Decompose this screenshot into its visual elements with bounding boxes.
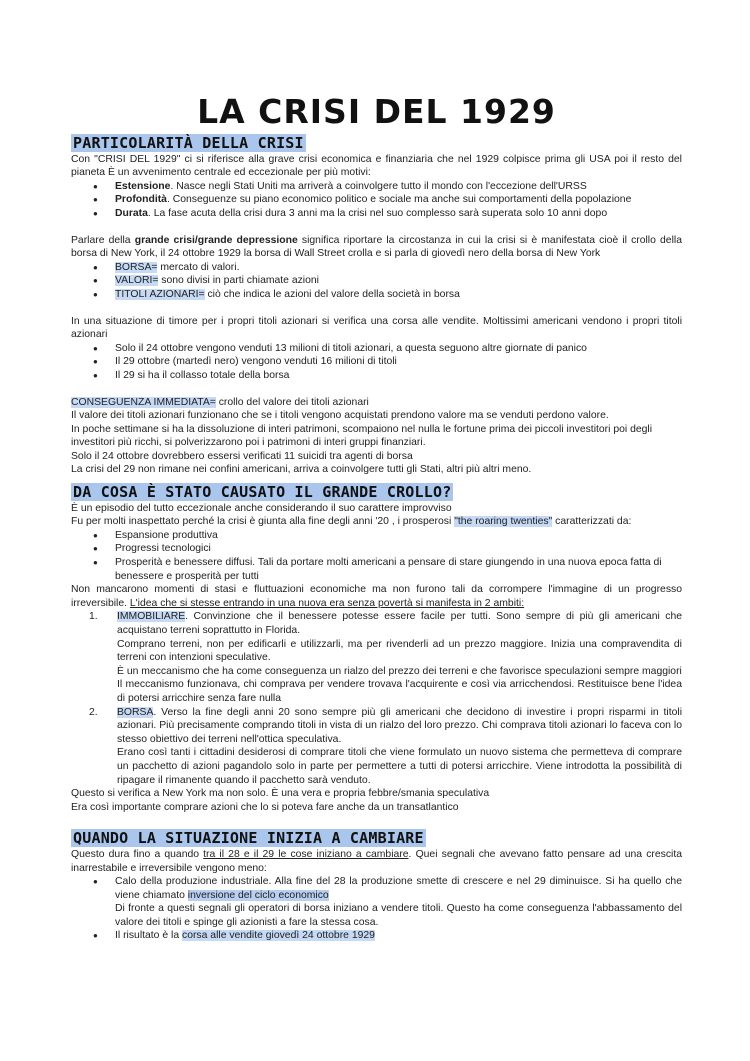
text: Questo dura fino a quando bbox=[71, 848, 204, 860]
section-cambiamento bbox=[71, 827, 682, 943]
list-item: ● Solo il 24 ottobre vengono venduti 13 milioni di titoli azionari, a questa seguono altre giornate di panico bbox=[93, 342, 682, 356]
list-item bbox=[93, 875, 682, 929]
highlighted-term: CONSEGUENZA IMMEDIATA= bbox=[71, 396, 216, 408]
text: Il risultato è la bbox=[115, 930, 182, 942]
paragraph bbox=[71, 583, 682, 610]
list-item: ● Il 29 si ha il collasso totale della borsa bbox=[93, 369, 682, 383]
page-title: LA CRISI DEL 1929 bbox=[197, 92, 556, 131]
highlighted-term: IMMOBILIARE bbox=[117, 611, 186, 623]
underlined-text: tra il 28 e il 29 le cose iniziano a cambiare bbox=[203, 848, 409, 860]
item-text: . Conseguenze su piano economico politico e sociale ma anche sui comportamenti della popolazione bbox=[166, 194, 632, 206]
section-heading: QUANDO LA SITUAZIONE INIZIA A CAMBIARE bbox=[73, 829, 424, 848]
item-text: sono divisi in parti chiamate azioni bbox=[158, 275, 319, 287]
item-text: ciò che indica le azioni del valore della società in borsa bbox=[204, 288, 460, 300]
item-number: 2. bbox=[89, 706, 98, 718]
list-item bbox=[93, 261, 682, 275]
paragraph: Erano così tanti i cittadini desiderosi di comprare titoli che viene formulato un nuovo sistema che permetteva di comprare un pacchetto di azioni pagandolo solo in parte per permettere a tutti di potersi arricchire. Viene introdotta la possibilità di ripagare il rimanente quando il pacchetto sarà venduto. bbox=[117, 747, 682, 786]
list-item bbox=[93, 274, 682, 288]
section-particolarita bbox=[71, 132, 682, 477]
list-item: ● Prosperità e benessere diffusi. Tali da portare molti americani a pensare di stare giungendo in una nuova epoca fatta di benessere e prosperità per tutti bbox=[93, 556, 682, 583]
item-text: mercato di valori. bbox=[157, 261, 240, 273]
bullet-list bbox=[71, 529, 682, 583]
paragraph: Era così importante comprare azioni che lo si poteva fare anche da un transatlantico bbox=[71, 801, 459, 813]
list-item bbox=[93, 288, 682, 302]
highlighted-term: corsa alle vendite giovedì 24 ottobre 1929 bbox=[182, 930, 375, 942]
item-text: . Nasce negli Stati Uniti ma arriverà a coinvolgere tutto il mondo con l'eccezione dell'URSS bbox=[170, 180, 587, 192]
highlighted-term: TITOLI AZIONARI= bbox=[115, 288, 205, 300]
bullet-list bbox=[71, 180, 682, 221]
paragraph: È un meccanismo che ha come conseguenza un rialzo del prezzo dei terreni e che favorisce speculazioni sempre maggiori bbox=[117, 665, 682, 677]
paragraph: In una situazione di timore per i propri titoli azionari si verifica una corsa alle vendite. Moltissimi americani vendono i propri titoli azionari bbox=[71, 315, 682, 341]
list-item: ● Progressi tecnologici bbox=[93, 542, 682, 556]
paragraph bbox=[71, 234, 682, 261]
term: Durata bbox=[115, 207, 148, 219]
paragraph: Solo il 24 ottobre dovrebbero essersi verificati 11 suicidi tra agenti di borsa bbox=[71, 450, 413, 462]
term: Estensione bbox=[115, 180, 171, 192]
list-item bbox=[93, 207, 682, 221]
list-item: ● Espansione produttiva bbox=[93, 529, 682, 543]
list-item bbox=[93, 180, 682, 194]
item-text: . La fase acuta della crisi dura 3 anni ma la crisi nel suo complesso sarà superata solo 10 anni dopo bbox=[147, 207, 608, 219]
paragraph: Questo si verifica a New York ma non solo. È una vera e propria febbre/smania speculativa bbox=[71, 788, 490, 800]
paragraph: Con "CRISI DEL 1929" ci si riferisce alla grave crisi economica e finanziaria che nel 1929 colpisce prima gli USA poi il resto del pianeta È un avvenimento centrale ed eccezionale per più motivi: bbox=[71, 153, 682, 179]
item-number: 1. bbox=[89, 611, 98, 623]
text: caratterizzati da: bbox=[552, 516, 632, 528]
text: significa riportare la circostanza in cui la crisi si è manifestata cioè il crollo della borsa di New York, il 24 ottobre 1929 la borsa di Wall Street crolla e si parla di giovedì nero della borsa di New York bbox=[71, 234, 682, 260]
highlighted-term: BORSA bbox=[117, 706, 154, 718]
bullet-list bbox=[71, 342, 682, 383]
paragraph bbox=[71, 396, 682, 410]
text: . Verso la fine degli anni 20 sono sempre più gli americani che decidono di investire i propri risparmi in titoli azionari. Più precisamente comprando titoli in vista di un rialzo del loro prezzo. Chi comprava titoli azionari lo faceva con lo stesso obiettivo dei terreni nell'ottica speculativa. bbox=[117, 706, 682, 745]
section-heading: DA COSA È STATO CAUSATO IL GRANDE CROLLO? bbox=[73, 483, 452, 502]
text: . Convinzione che il benessere potesse essere facile per tutti. Sono sempre di più gli americani che acquistano terreni soprattutto in Florida. bbox=[117, 611, 682, 636]
bullet-list bbox=[71, 261, 682, 302]
paragraph: In poche settimane si ha la dissoluzione di interi patrimoni, scompaiono nel nulla le fortune prima dei piccoli investitori poi degli investitori più ricchi, si polverizzarono poi i patrimoni di interi gruppi finanziari. bbox=[71, 423, 653, 449]
underlined-text: L'idea che si stesse entrando in una nuova era senza povertà si manifesta in 2 ambiti: bbox=[129, 597, 525, 609]
paragraph: Il meccanismo funzionava, chi comprava per vendere trovava l'acquirente e così via arricchendosi. Restituisce bene l'idea di potersi arricchire senza fare nulla bbox=[117, 679, 682, 704]
list-item bbox=[93, 929, 682, 943]
list-item bbox=[89, 706, 682, 788]
text: Fu per molti inaspettato perché la crisi è giunta alla fine degli anni '20 , i prosperosi bbox=[71, 516, 455, 528]
highlighted-term: inversione del ciclo economico bbox=[187, 889, 329, 901]
list-item bbox=[89, 610, 682, 705]
paragraph: Di fronte a questi segnali gli operatori di borsa iniziano a vendere titoli. Questo ha come conseguenza l'abbassamento del valore dei titoli e spinge gli azionisti a fare la stessa cosa. bbox=[115, 903, 682, 928]
text: . Quei segnali che avevano fatto pensare ad una crescita inarrestabile e irreversibile vengono meno: bbox=[71, 848, 682, 874]
text: crollo del valore dei titoli azionari bbox=[215, 396, 369, 408]
paragraph bbox=[71, 515, 682, 529]
section-cause bbox=[71, 481, 682, 814]
highlighted-term: "the roaring twenties" bbox=[454, 516, 553, 528]
text: Calo della produzione industriale. Alla fine del 28 la produzione smette di crescere e nel 29 diminuisce. Si ha quello che viene chiamato bbox=[115, 876, 682, 901]
section-heading: PARTICOLARITÀ DELLA CRISI bbox=[73, 134, 304, 152]
list-item bbox=[93, 193, 682, 207]
list-item: ● Il 29 ottobre (martedì nero) vengono venduti 16 milioni di titoli bbox=[93, 355, 682, 369]
term: Profondità bbox=[115, 194, 167, 206]
bullet-list bbox=[71, 875, 682, 943]
text: Parlare della bbox=[71, 234, 135, 246]
paragraph: Comprano terreni, non per edificarli e utilizzarli, ma per rivenderli ad un prezzo maggiore. Inizia una compravendita di terreni con intenzioni speculative. bbox=[117, 638, 682, 664]
paragraph: È un episodio del tutto eccezionale anche considerando il suo carattere improvviso bbox=[71, 502, 452, 514]
text: Non mancarono momenti di stasi e fluttuazioni economiche ma non furono tali da corrompere l'immagine di un progresso irreversibile. bbox=[71, 584, 682, 609]
bold-term: grande crisi/grande depressione bbox=[134, 234, 298, 246]
paragraph: Il valore dei titoli azionari funzionano che se i titoli vengono acquistati prendono valore ma se venduti perdono valore. bbox=[71, 410, 609, 422]
paragraph bbox=[71, 848, 682, 875]
highlighted-term: BORSA= bbox=[115, 261, 158, 273]
paragraph: La crisi del 29 non rimane nei confini americani, arriva a coinvolgere tutti gli Stati, altri più altri meno. bbox=[71, 464, 532, 476]
numbered-list bbox=[71, 610, 682, 787]
highlighted-term: VALORI= bbox=[115, 275, 159, 287]
